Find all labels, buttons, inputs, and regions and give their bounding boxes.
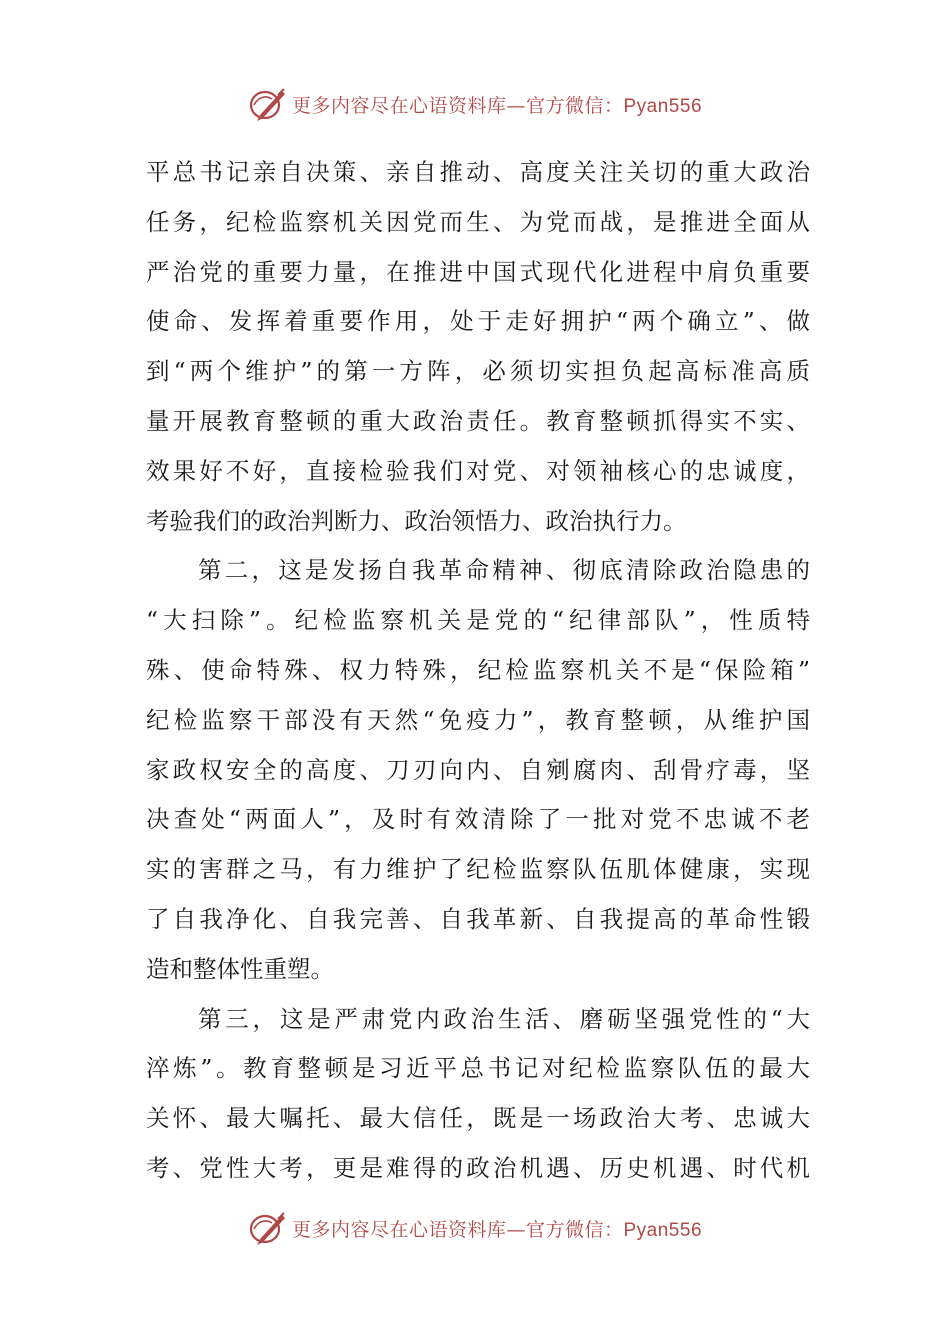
quill-pen-logo-icon <box>248 1209 288 1247</box>
text-line: “大扫除”。纪检监察机关是党的“纪律部队”，性质特 <box>146 606 810 635</box>
text-line: 家政权安全的高度、刀刃向内、自剜腐肉、刮骨疗毒，坚 <box>146 755 810 784</box>
text-line: 了自我净化、自我完善、自我革新、自我提高的革命性锻 <box>146 904 810 933</box>
banner-handle: Pyan556 <box>623 1219 703 1241</box>
text-line: 考验我们的政治判断力、政治领悟力、政治执行力。 <box>146 506 687 535</box>
text-line: 量开展教育整顿的重大政治责任。教育整顿抓得实不实、 <box>146 406 810 435</box>
text-line: 平总书记亲自决策、亲自推动、高度关注关切的重大政治 <box>146 158 810 186</box>
footer-banner <box>0 1206 950 1250</box>
text-line: 关怀、最大嘱托、最大信任，既是一场政治大考、忠诚大 <box>146 1104 810 1133</box>
text-line: 第三，这是严肃党内政治生活、磨砺坚强党性的“大 <box>198 1004 810 1033</box>
text-line: 第二，这是发扬自我革命精神、彻底清除政治隐患的 <box>198 556 810 585</box>
text-line: 淬炼”。教育整顿是习近平总书记对纪检监察队伍的最大 <box>146 1054 810 1083</box>
text-line: 实的害群之马，有力维护了纪检监察队伍肌体健康，实现 <box>146 855 810 884</box>
banner-label <box>292 91 702 118</box>
text-line: 考、党性大考，更是难得的政治机遇、历史机遇、时代机 <box>146 1153 810 1182</box>
text-line: 使命、发挥着重要作用，处于走好拥护“两个确立”、做 <box>146 307 810 336</box>
banner-handle: Pyan556 <box>623 95 703 117</box>
header-banner <box>0 82 950 126</box>
document-body <box>146 148 810 1194</box>
banner-text: 更多内容尽在心语资料库—官方微信： <box>291 94 624 117</box>
text-line: 决查处“两面人”，及时有效清除了一批对党不忠诚不老 <box>146 805 810 834</box>
text-line: 纪检监察干部没有天然“免疫力”，教育整顿，从维护国 <box>146 705 810 734</box>
text-line: 任务，纪检监察机关因党而生、为党而战，是推进全面从 <box>146 207 810 236</box>
quill-pen-logo-icon <box>248 85 288 123</box>
text-line: 殊、使命特殊、权力特殊，纪检监察机关不是“保险箱” <box>146 655 810 684</box>
banner-text: 更多内容尽在心语资料库—官方微信： <box>291 1218 624 1241</box>
text-line: 到“两个维护”的第一方阵，必须切实担负起高标准高质 <box>146 357 810 386</box>
text-line: 严治党的重要力量，在推进中国式现代化进程中肩负重要 <box>146 257 810 286</box>
text-line: 效果好不好，直接检验我们对党、对领袖核心的忠诚度， <box>146 456 810 485</box>
text-line: 造和整体性重塑。 <box>146 954 334 983</box>
banner-label <box>292 1215 702 1242</box>
